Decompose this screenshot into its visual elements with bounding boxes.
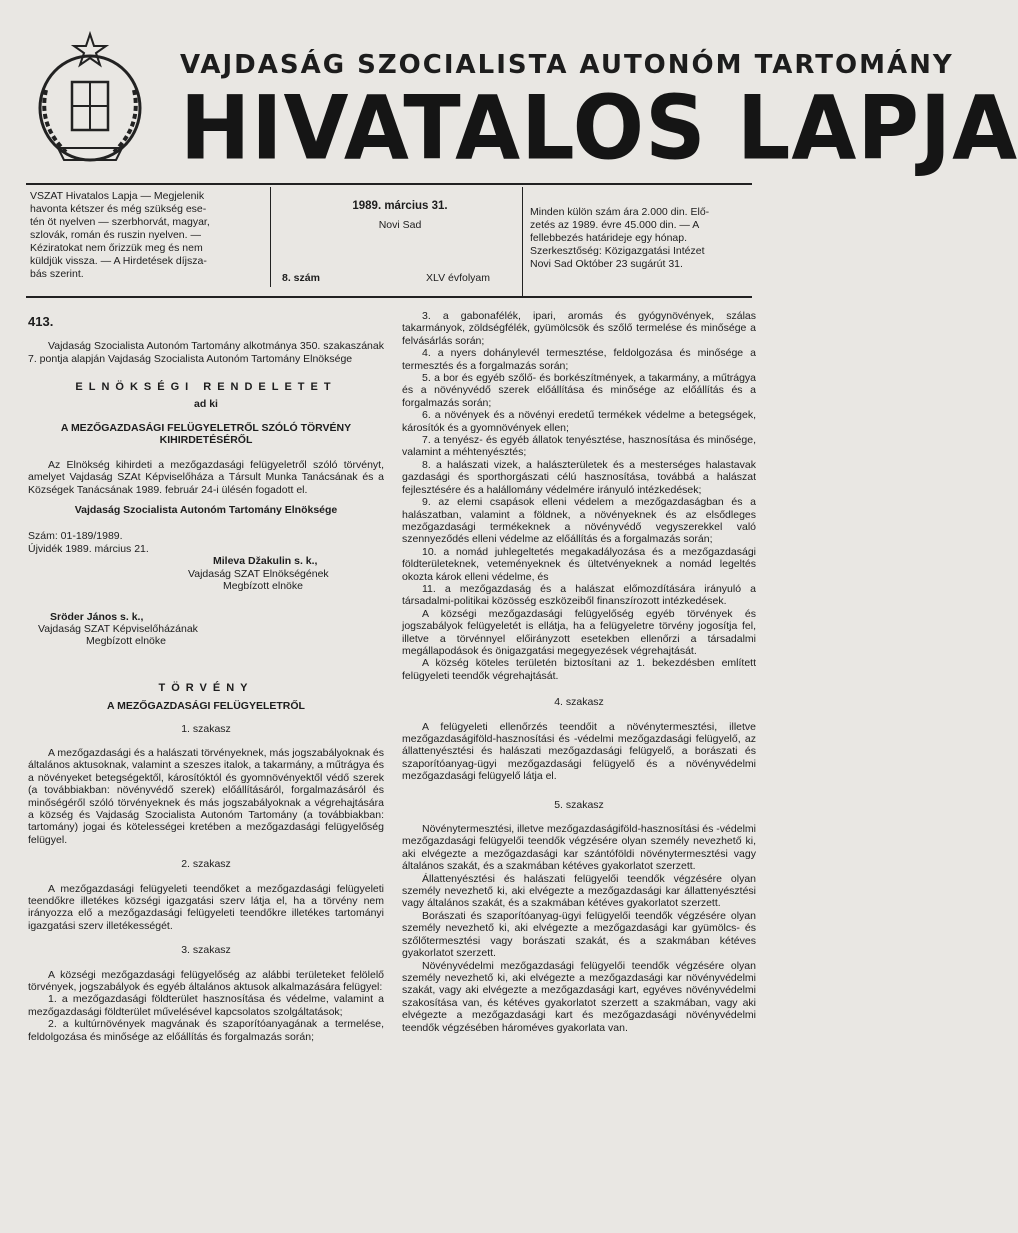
masthead-top-rule: [26, 183, 752, 185]
signature-1-org: Vajdaság SZAT Elnökségének: [188, 567, 329, 580]
publication-info-right: [530, 206, 765, 271]
info-left-line: Kéziratokat nem őrizzük meg és nem: [30, 242, 203, 254]
masthead-bottom-rule: [26, 296, 752, 298]
info-divider-right: [522, 187, 523, 297]
section-3-paragraph-3: A község köteles területén biztosítani az 1. bekezdésben említett felügyeleti teendők végrehajtását.: [402, 657, 756, 682]
coat-of-arms-emblem: [26, 30, 154, 168]
issue-volume: XLV évfolyam: [426, 272, 490, 284]
info-divider-left: [270, 187, 271, 287]
info-right-line: Novi Sad Október 23 sugárút 31.: [530, 258, 683, 270]
decree-heading: ELNÖKSÉGI RENDELETET: [75, 381, 337, 394]
signature-2-name: Sröder János s. k.,: [50, 610, 144, 623]
section-5-paragraph-2: Állattenyésztési és halászati felügyelői teendők végzésére olyan személy nevezhető ki, aki elvégezte a mezőgazdasági kar állattenyésztési vagy általános szakát, és a szakmában kétéves gyakorlatot szerzett.: [402, 872, 756, 910]
issue-place: Novi Sad: [378, 219, 422, 231]
issue-date: 1989. március 31.: [352, 200, 448, 212]
section-5-paragraph-3: Borászati és szaporítóanyag-ügyi felügyelői teendők végzésére olyan személy nevezhető ki, aki elvégezte a mezőgazdasági kar gyümölcs- és szőlőtermesztési vagy borászati szakát, és a szakmában kétéves gyakorlatot szerzett.: [402, 909, 756, 960]
section-2-text: A mezőgazdasági felügyeleti teendőket a mezőgazdasági felügyeleti teendőkre illetékes községi igazgatási szerv látja el, ha a törvény nem irányozza elő a mezőgazdasági felügyeleti teendőkre illetékes tartományi igazgatási szerv illetékességét.: [28, 882, 384, 932]
info-left-line: szlovák, román és ruszin nyelven. —: [30, 229, 201, 241]
section-2-title: 2. szakasz: [181, 858, 231, 871]
section-1-text: A mezőgazdasági és a halászati törvényeknek, más jogszabályoknak és általános aktusoknak, valamint a szeszes italok, a takarmány, a műtrágya és a növényeket betegségektől, károsítóktól és gyomnövényektől védő szerek (a továbbiakban: növényvédő szerek) előállításáról, forgalmazásáról és minőségéről szóló törvényeknek és más jogszabályoknak a végrehajtására a község és Vajdaság Szocialista Autonóm Tartomány (a továbbiakban: tartomány) jogai és kötelességei kretében a mezőgazdasági felügyelőség felügyel.: [28, 746, 384, 846]
section-3-item-9: 9. az elemi csapások elleni védelem a mezőgazdaságban és a halászatban, valamint a földnek, a növényeknek és az elsődleges mezőgazdasági termékeknek a növényvédő vegyszerekkel való szennyeződés elleni védelme az előállítás és a forgalmazás során;: [402, 496, 756, 546]
section-3-item-1: 1. a mezőgazdasági földterület hasznosítása és védelme, valamint a mezőgazdasági földterület művelésével kapcsolatos szolgáltatások;: [28, 993, 384, 1018]
presidency-name: Vajdaság Szocialista Autonóm Tartomány Elnöksége: [74, 504, 338, 517]
info-left-line: VSZAT Hivatalos Lapja — Megjelenik: [30, 190, 205, 202]
section-3-item-11: 11. a mezőgazdaság és a halászat előmozdítására irányuló a társadalmi-politikai közösség eszközeiből finanszírozott intézkedések.: [402, 582, 756, 608]
section-3-paragraph-2: A községi mezőgazdasági felügyelőség egyéb törvények és jogszabályok felügyeletét is ellátja, ha a felügyeletre törvény jogosítja fel, illetve a törvénnyel előirányzott esetekben ellenőrzi a társadalmi megállapodások és önigazgatási megegyezések végrehajtását.: [402, 607, 756, 657]
masthead-title: HIVATALOS LAPJA: [180, 76, 1018, 180]
decree-title: A MEZŐGAZDASÁGI FELÜGYELETRŐL SZÓLÓ TÖRVÉNY KIHIRDETÉSÉRŐL: [60, 422, 352, 447]
section-4-title: 4. szakasz: [554, 696, 604, 709]
info-left-line: tén öt nyelven — szerbhorvát, magyar,: [30, 216, 210, 228]
section-3-item-2: 2. a kultúrnövények magvának és szaporítóanyagának a termelése, feldolgozása és minősége az előállítás és forgalmazás során;: [28, 1018, 384, 1043]
law-title: A MEZŐGAZDASÁGI FELÜGYELETRŐL: [107, 700, 305, 713]
right-column: [402, 310, 756, 1034]
section-5-title: 5. szakasz: [554, 798, 604, 811]
info-right-line: zetés az 1989. évre 45.000 din. — A: [530, 219, 700, 231]
masthead-supertitle: VAJDASÁG SZOCIALISTA AUTONÓM TARTOMÁNY: [180, 50, 954, 80]
decree-ad-ki: ad ki: [194, 397, 218, 410]
info-right-line: Szerkesztőség: Közigazgatási Intézet: [530, 245, 705, 257]
section-1-title: 1. szakasz: [181, 722, 231, 735]
issue-number: 8. szám: [282, 272, 320, 284]
info-left-line: havonta kétszer és még szükség ese-: [30, 203, 207, 215]
section-5-paragraph-1: Növénytermesztési, illetve mezőgazdaságiföld-hasznosítási és -védelmi mezőgazdasági felügyelői teendők végzésére olyan személy nevezhető ki, aki elvégezte a mezőgazdasági kar szántóföldi növénytermesztési vagy általános szakát, és a szakmában kétéves gyakorlatot szerzett.: [402, 823, 756, 873]
reference-place-date: Újvidék 1989. március 21.: [28, 542, 149, 555]
info-right-line: Minden külön szám ára 2.000 din. Elő-: [530, 206, 710, 218]
section-3-item-7: 7. a tenyész- és egyéb állatok tenyésztése, hasznosítása és minősége, valamint a méhtenyésztés;: [402, 434, 756, 459]
section-3-item-5: 5. a bor és egyéb szőlő- és borkészítmények, a takarmány, a műtrágya és a növényvédő szerek előállítása és minősége az előállítás és a forgalmazás során;: [402, 372, 756, 409]
info-right-line: fellebbezés határideje egy hónap.: [530, 232, 688, 244]
info-left-line: bás szerint.: [30, 268, 84, 280]
section-3-title: 3. szakasz: [181, 944, 231, 957]
section-4-text: A felügyeleti ellenőrzés teendőit a növénytermesztési, illetve mezőgazdaságiföld-hasznosítási és -védelmi mezőgazdasági felügyelő, az állattenyésztési és halászati mezőgazdasági felügyelő, a borászati és szaporítóanyag-ügyi mezőgazdasági felügyelő és a növényvédelmi mezőgazdasági felügyelő látja el.: [402, 720, 756, 783]
left-column: [28, 316, 384, 1043]
section-3-item-10: 10. a nomád juhlegeltetés megakadályozása és a mezőgazdasági földterületeknek, veteményeknek és ültetvényeknek a nomád legeltés okozta károk elleni védelme, és: [402, 545, 756, 583]
decree-text: Az Elnökség kihirdeti a mezőgazdasági felügyeletről szóló törvényt, amelyet Vajdaság SZAt Képviselőháza a Társult Munka Tanácsának és a Községek Tanácsának 1989. február 24-i ülésén fogadott el.: [28, 458, 384, 496]
info-left-line: küldjük vissza. — A Hirdetések díjsza-: [30, 255, 207, 267]
signature-1-name: Mileva Džakulin s. k.,: [213, 555, 318, 568]
section-3-item-4: 4. a nyers dohánylevél termesztése, feldolgozása és minősége a termesztés és a forgalmazás során;: [402, 347, 756, 372]
section-3-text: A községi mezőgazdasági felügyelőség az alábbi területeket felölelő törvények, jogszabályok és egyéb általános aktusok alkalmazására felügyel:: [28, 968, 384, 994]
signature-1-role: Megbízott elnöke: [223, 580, 303, 593]
preamble: Vajdaság Szocialista Autonóm Tartomány alkotmánya 350. szakaszának 7. pontja alapján Vajdaság Szocialista Autonóm Tartomány Elnöksége: [28, 340, 384, 365]
reference-number: Szám: 01-189/1989.: [28, 530, 123, 543]
document-number: 413.: [28, 314, 54, 329]
law-heading: TÖRVÉNY: [158, 681, 254, 694]
section-3-item-6: 6. a növények és a növényi eredetű termékek védelme a betegségek, károsítók és a gyomnövények ellen;: [402, 409, 756, 434]
section-3-item-8: 8. a halászati vizek, a halászterületek és a mesterséges halastavak gazdasági és sporthorgászati célú hasznosítása, továbbá a halászat fejlesztésére és a halállomány védelmére irányuló intézkedések;: [402, 458, 756, 496]
section-5-paragraph-4: Növényvédelmi mezőgazdasági felügyelői teendők végzésére olyan személy nevezhető ki, aki elvégezte a mezőgazdasági kar növényvédelmi szakát, vagy aki elvégezte a mezőgazdasági kart, egyéves növényvédelmi szakosítása van, és kétéves gyakorlatot szerzett a szakmában, vagy aki elvégezte a mezőgazdasági kart és mezőgazdasági növényvédelmi teendők végzésében hároméves gyakorlata van.: [402, 959, 756, 1034]
section-3-item-3: 3. a gabonafélék, ipari, aromás és gyógynövények, szálas takarmányok, zöldségfélék, gyümölcsök és szőlő termelése és minősége a felvásárlás során;: [402, 310, 756, 347]
signature-2-role: Megbízott elnöke: [86, 635, 166, 648]
signature-2-org: Vajdaság SZAT Képviselőházának: [38, 622, 198, 635]
publication-info-left: [30, 190, 266, 281]
